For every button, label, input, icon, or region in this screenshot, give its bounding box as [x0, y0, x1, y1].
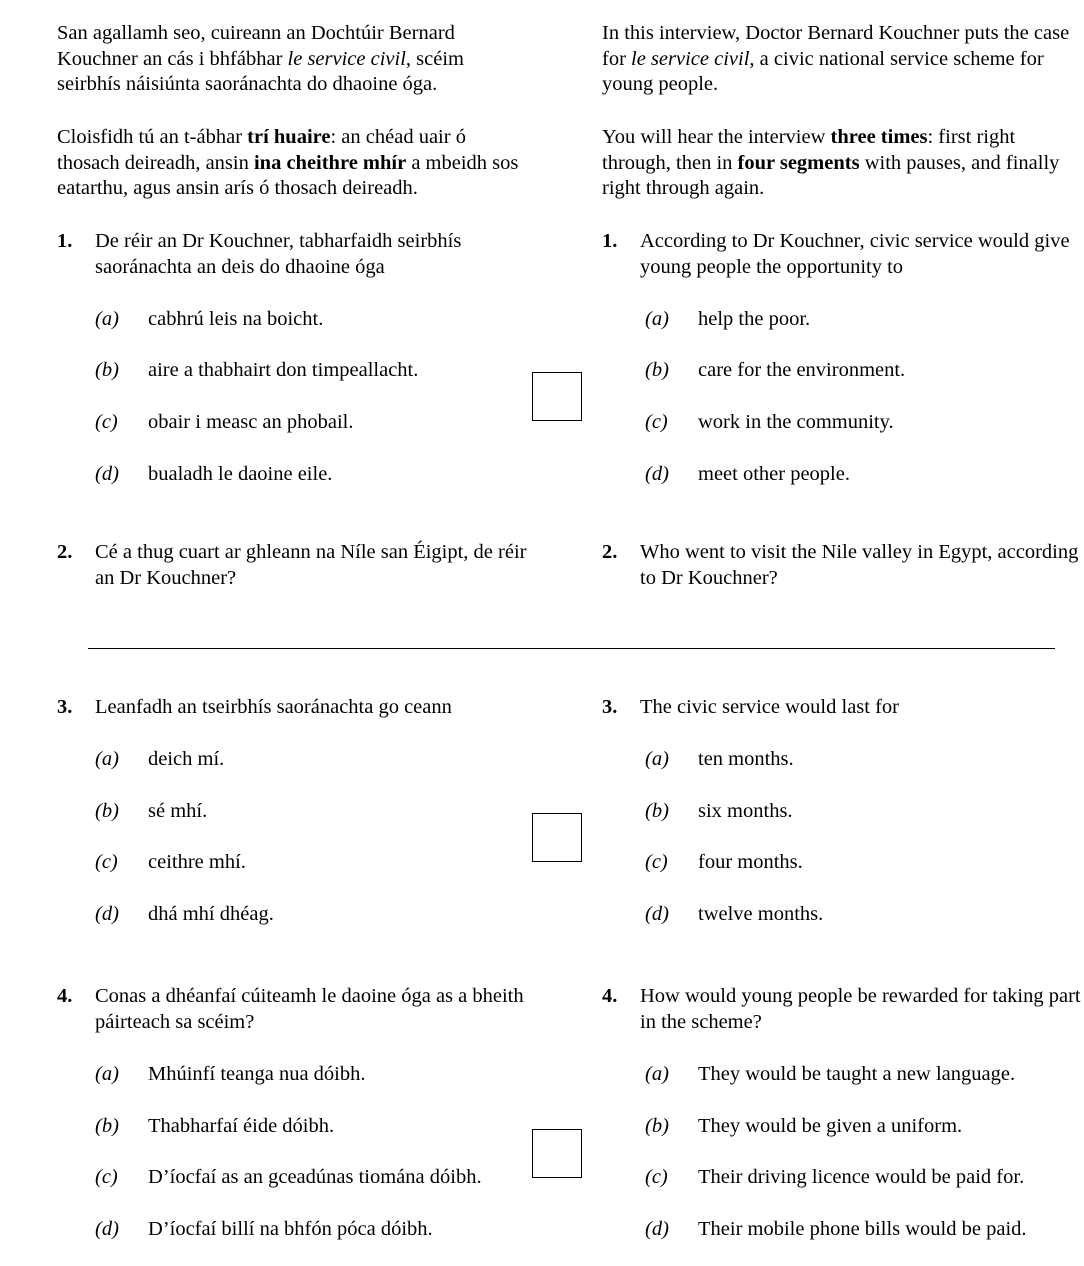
answer-box-3[interactable] [532, 813, 582, 862]
question-text: Conas a dhéanfaí cúiteamh le daoine óga as a bheith páirteach sa scéim? [95, 985, 524, 1033]
question-number: 1. [602, 230, 618, 252]
question-text: According to Dr Kouchner, civic service would give young people the opportunity to [640, 230, 1070, 278]
question-number: 4. [602, 985, 618, 1007]
answer-line-2[interactable] [88, 648, 1055, 649]
intro-english-paragraph-2: You will hear the interview three times: first right through, then in four segments with pauses, and finally right through again. [602, 126, 1060, 199]
question-number: 1. [57, 230, 73, 252]
question-text: Who went to visit the Nile valley in Egypt, according to Dr Kouchner? [640, 541, 1079, 589]
answer-box-1[interactable] [532, 372, 582, 421]
intro-irish-paragraph-1: San agallamh seo, cuireann an Dochtúir Bernard Kouchner an cás i bhfábhar le service civil, scéim seirbhís náisiúnta saoránachta do dhaoine óga. [57, 22, 464, 95]
question-text: How would young people be rewarded for taking part in the scheme? [640, 985, 1081, 1033]
question-number: 2. [602, 541, 618, 563]
question-number: 3. [57, 696, 73, 718]
question-text: De réir an Dr Kouchner, tabharfaidh seirbhís saoránachta an deis do dhaoine óga [95, 230, 462, 278]
question-number: 2. [57, 541, 73, 563]
question-text: The civic service would last for [640, 696, 900, 718]
question-number: 4. [57, 985, 73, 1007]
intro-irish-paragraph-2: Cloisfidh tú an t-ábhar trí huaire: an chéad uair ó thosach deireadh, ansin ina cheithre mhír a mbeidh sos eatarthu, agus ansin arís ó thosach deireadh. [57, 126, 519, 199]
intro-english-paragraph-1: In this interview, Doctor Bernard Kouchner puts the case for le service civil, a civic national service scheme for young people. [602, 22, 1070, 95]
question-text: Cé a thug cuart ar ghleann na Níle san Éigipt, de réir an Dr Kouchner? [95, 541, 527, 589]
answer-box-4[interactable] [532, 1129, 582, 1178]
question-text: Leanfadh an tseirbhís saoránachta go ceann [95, 696, 452, 718]
question-number: 3. [602, 696, 618, 718]
